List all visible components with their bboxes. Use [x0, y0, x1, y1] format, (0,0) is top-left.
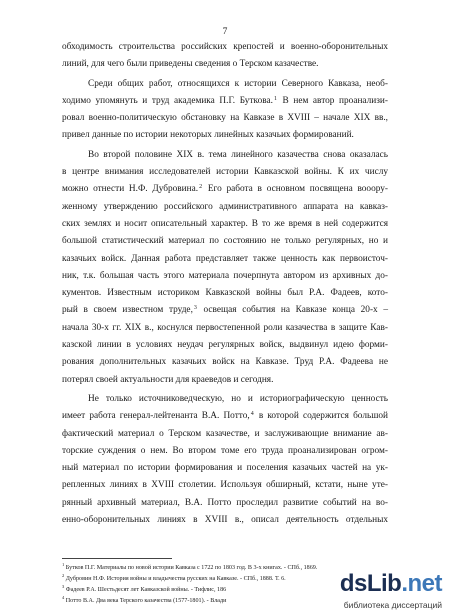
text-line: казской линии в условиях неудач регулярных войск, выдвинул идею форми- — [62, 340, 388, 351]
text-line: Во второй половине XIX в. тема линейного казачества снова оказалась — [88, 149, 388, 160]
text-line: можно отнести Н.Ф. Дубровина.$^2$ Его работа в основном посвящена вооору- — [62, 184, 388, 195]
text-line: Не только источниковедческую, но и историографическую ценность — [88, 393, 388, 404]
text-line: обходимость строительства российских крепостей и военно-оборонительных — [62, 42, 388, 52]
text-line: фактический материал о Терском казачестве, и заслуживающие внимание ав- — [62, 428, 388, 439]
text-line: в центре внимания исследователей истории Кавказской войны. К их числу — [62, 167, 388, 178]
body-text — [62, 39, 388, 529]
text-line: рянный архивный материал, В.А. Потто проследил развитие событий на во- — [62, 497, 388, 508]
footnote-rule — [62, 558, 172, 559]
watermark-logo: dsLib.net — [339, 570, 442, 597]
text-line: потерял своей актуальности для краеведов и сегодня. — [62, 374, 274, 385]
footnote: $^1$ Бутков П.Г. Материалы по новой истории Кавказа с 1722 по 1803 год. В 3-х книгах. - СПб., 1869. — [62, 562, 318, 572]
text-line: привел данные по истории некоторых линейных казачьих формирований. — [62, 130, 354, 141]
text-line: ровал военно-политическую обстановку на Кавказе в XVIII – начале XIX вв., — [62, 113, 388, 124]
footnote: $^2$ Дубровин Н.Ф. История войны и владычества русских на Кавказе. - СПб., 1888. Т. 6. — [62, 573, 286, 583]
watermark-caption: библиотека диссертаций — [343, 600, 442, 610]
text-line: имеет работа генерал-лейтенанта В.А. Потто,$^4$ в которой содержится большой — [62, 411, 388, 422]
text-line: начала 30-х гг. XIX в., коснулся первостепенной роли казачества в защите Кав- — [62, 322, 388, 333]
text-line: торские суждения о нем. Во втором томе его труда проанализирован огром- — [62, 445, 388, 456]
text-line: Среди общих работ, относящихся к истории Северного Кавказа, необ- — [88, 78, 388, 89]
text-line: енно-оборонительных линиях в XVIII в., описал деятельность отдельных — [62, 515, 388, 526]
text-line: линий, для чего были приведены сведения о Терском казачестве. — [62, 59, 319, 70]
text-line: рый в своем известном труде,$^3$ освещая события на Кавказе конца 20-х – — [62, 305, 388, 316]
text-line: большой статистический материал по состоянию не только регулярных, но и — [62, 236, 388, 247]
text-line: казачьих войск. Данная работа представляет также ценность как первоисточ- — [62, 253, 388, 264]
footnote-ref: 2 — [199, 184, 203, 191]
text-line: ный материал по истории формирования и поселения казачьих частей на ук- — [62, 463, 388, 474]
footnote-ref: 1 — [273, 95, 277, 102]
watermark — [330, 570, 442, 610]
footnote-ref: 4 — [250, 411, 254, 418]
footnote-ref: 3 — [193, 305, 197, 312]
footnote: $^4$ Потто В.А. Два века Терского казачества (1577-1801). - Влади — [62, 595, 227, 605]
text-line: кументов. Известным историком Кавказской войны был Р.А. Фадеев, кото- — [62, 288, 388, 299]
text-line: репленных линиях в XVIII столетии. Используя обширный, кстати, ныне уте- — [62, 480, 388, 491]
text-line: женному утверждению российского административного аппарата на кавказ- — [62, 201, 388, 212]
text-line: ских землях и носит описательный характер. В то же время в ней содержится — [62, 218, 388, 229]
page-number: 7 — [222, 27, 228, 37]
text-line: ник, т.к. большая часть этого материала почерпнута автором из архивных до- — [62, 270, 388, 281]
footnote: $^3$ Фадеев Р.А. Шестьдесят лет Кавказской войны. - Тифлис, 186 — [62, 584, 227, 594]
text-line: рования дополнительных казачьих войск на Кавказе. Труд Р.А. Фадеева не — [62, 357, 388, 368]
text-line: ходимо упомянуть и труд академика П.Г. Буткова.$^1$ В нем автор проанализи- — [62, 95, 388, 106]
